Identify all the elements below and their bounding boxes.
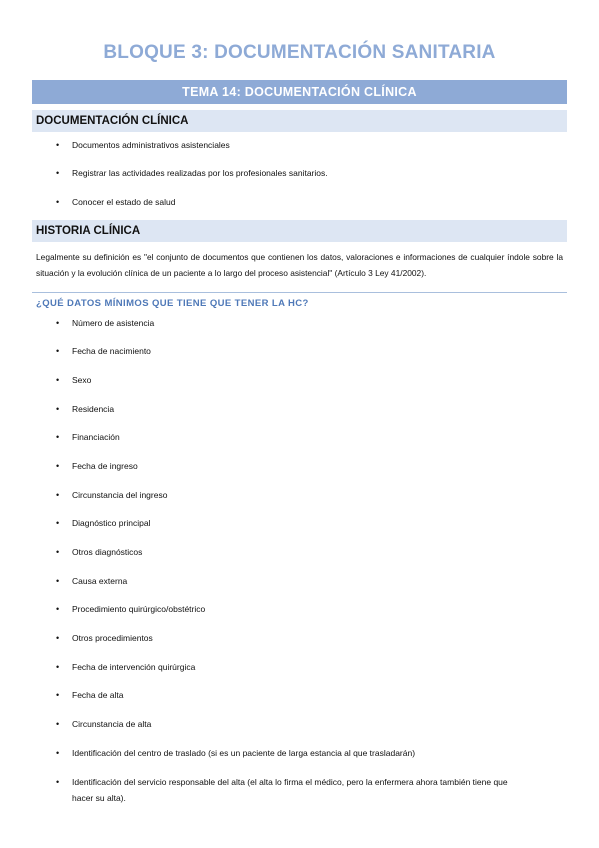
list-item-text: Fecha de ingreso [72,461,138,471]
list-item-text: Conocer el estado de salud [72,197,176,207]
list-item-text: Fecha de intervención quirúrgica [72,662,196,672]
section-divider [32,292,567,293]
bullet-icon: • [56,690,60,700]
bullet-icon: • [56,576,60,586]
list-item-text: Registrar las actividades realizadas por los profesionales sanitarios. [72,168,328,178]
bullet-icon: • [56,719,60,729]
list-item-text: Sexo [72,375,92,385]
document-title: BLOQUE 3: DOCUMENTACIÓN SANITARIA [103,42,496,63]
bullet-icon: • [56,633,60,643]
section-heading-historia: HISTORIA CLÍNICA [32,220,567,242]
bullet-icon: • [56,461,60,471]
list-item-text: Fecha de nacimiento [72,346,151,356]
list-item-text: Causa externa [72,576,128,586]
list-item-text: Procedimiento quirúrgico/obstétrico [72,604,206,614]
list-item-text: Financiación [72,432,120,442]
list-item-text: Circunstancia del ingreso [72,490,168,500]
list-item-text: Número de asistencia [72,318,155,328]
bullet-icon: • [56,662,60,672]
list-item-text: Documentos administrativos asistenciales [72,140,230,150]
bullet-icon: • [56,547,60,557]
section-heading-documentacion: DOCUMENTACIÓN CLÍNICA [32,110,567,132]
bullet-icon: • [56,375,60,385]
list-item-text: Fecha de alta [72,690,124,700]
list-item-text: Otros procedimientos [72,633,153,643]
bullet-icon: • [56,168,60,178]
bullet-icon: • [56,404,60,414]
bullet-icon: • [56,777,60,787]
historia-definition-paragraph: Legalmente su definición es "el conjunto de documentos que contienen los datos, valoraciones e informaciones de cualquier índole sobre la situación y la evolución clínica de un paciente a lo largo del proceso asistencial" (Artículo 3 Ley 41/2002). [36,252,563,278]
list-item-text: Identificación del servicio responsable del alta (el alta lo firma el médico, pero la enfermera ahora también tiene que [72,777,508,787]
list-item-text: hacer su alta). [72,793,126,803]
list-item-text: Diagnóstico principal [72,518,151,528]
bullet-icon: • [56,432,60,442]
bullet-icon: • [56,604,60,614]
bullet-icon: • [56,748,60,758]
bullet-icon: • [56,518,60,528]
list-item-text: Identificación del centro de traslado (si es un paciente de larga estancia al que trasladarán) [72,748,416,758]
bullet-icon: • [56,318,60,328]
bullet-icon: • [56,140,60,150]
bullet-icon: • [56,346,60,356]
list-item-text: Circunstancia de alta [72,719,152,729]
bullet-icon: • [56,197,60,207]
bullet-icon: • [56,490,60,500]
list-item-text: Otros diagnósticos [72,547,143,557]
list-item-text: Residencia [72,404,115,414]
hc-minimum-data-subheading: ¿QUÉ DATOS MÍNIMOS QUE TIENE QUE TENER LA HC? [36,298,309,309]
topic-banner: TEMA 14: DOCUMENTACIÓN CLÍNICA [32,80,567,104]
